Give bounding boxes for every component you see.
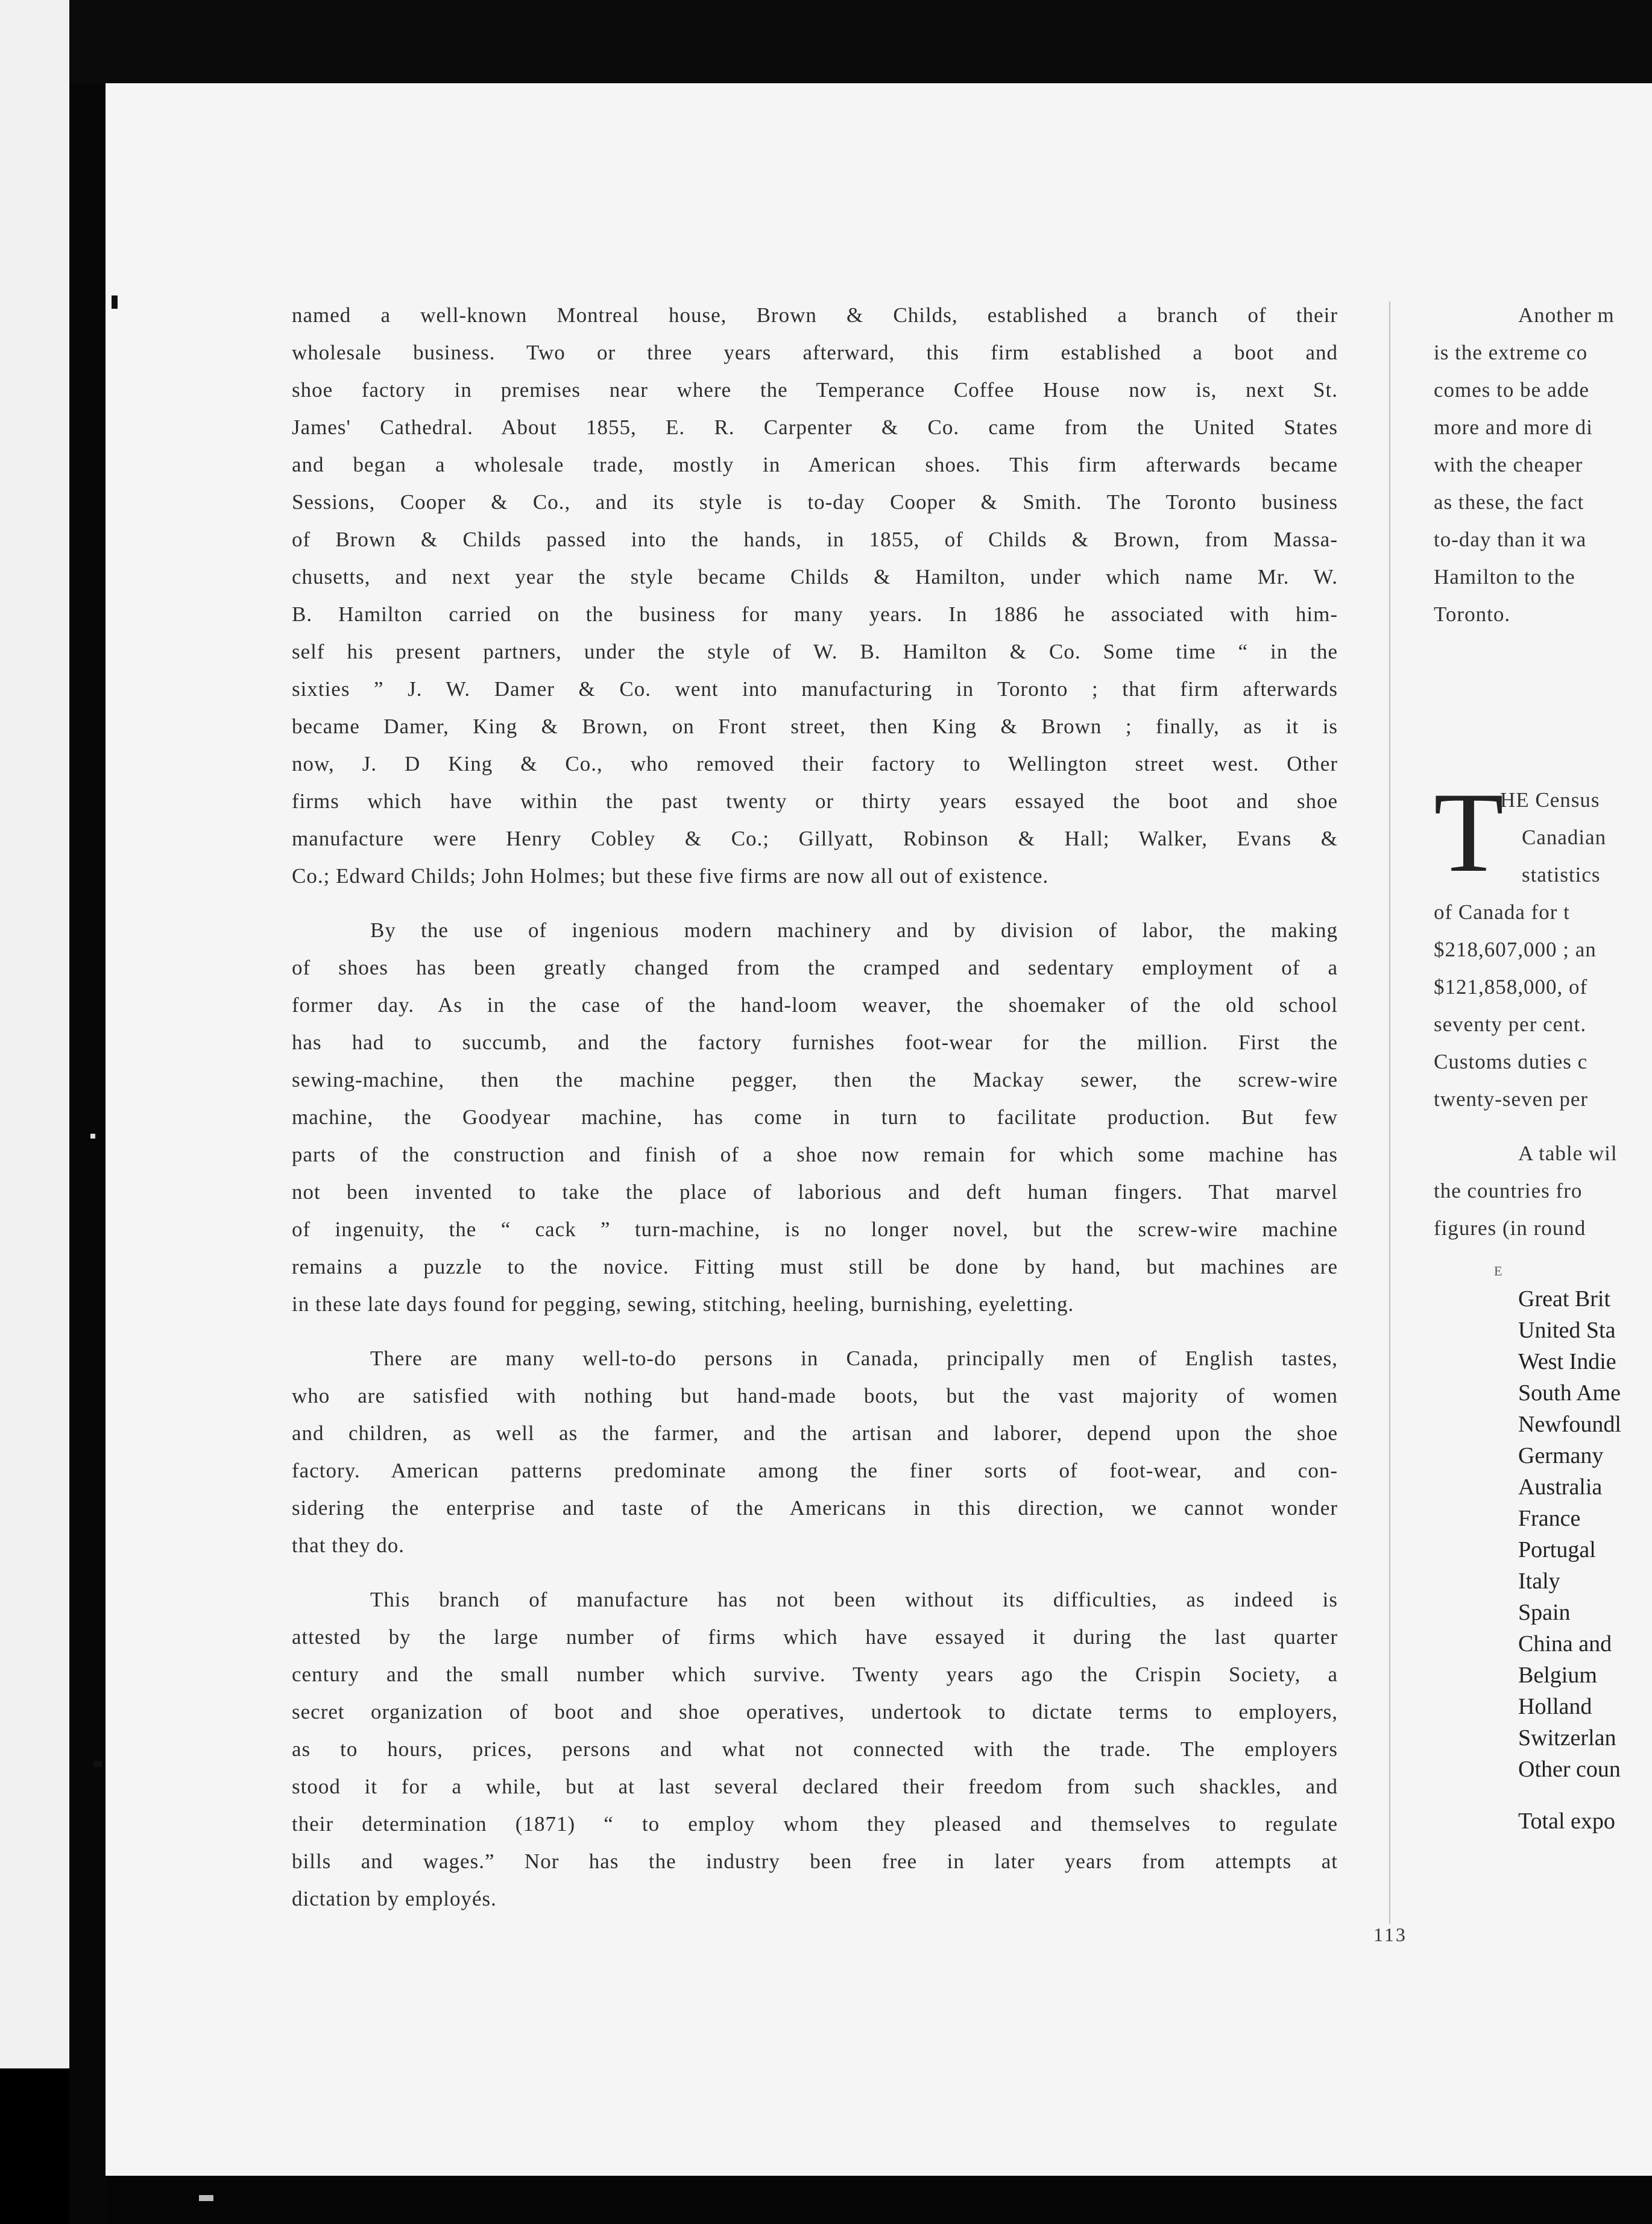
text-line: bills and wages.” Nor has the industry been free in later years from attempts at <box>292 1850 1338 1873</box>
text-line: sewing-machine, then the machine pegger, then the Mackay sewer, the screw-wire <box>292 1068 1338 1091</box>
table-heading: E <box>1494 1263 1502 1278</box>
text-line: that they do. <box>292 1534 405 1557</box>
text-line: to-day than it wa <box>1434 528 1587 551</box>
drop-cap-letter: T <box>1434 769 1504 896</box>
table-row: China and <box>1518 1631 1612 1657</box>
text-line: A table wil <box>1518 1142 1618 1165</box>
right-paragraph-3 <box>1434 1135 1652 1247</box>
text-line: factory. American patterns predominate among the finer sorts of foot-wear, and con- <box>292 1459 1338 1482</box>
text-line: chusetts, and next year the style became Childs & Hamilton, under which name Mr. W. <box>292 565 1338 589</box>
section-break <box>1434 633 1652 783</box>
text-line: Sessions, Cooper & Co., and its style is to-day Cooper & Smith. The Toronto business <box>292 490 1338 514</box>
table-row: West Indie <box>1518 1349 1616 1374</box>
exports-table <box>1434 1283 1652 1785</box>
scan-bottom-border <box>106 2176 1652 2224</box>
text-line: seventy per cent. <box>1434 1012 1587 1036</box>
text-line: century and the small number which survive. Twenty years ago the Crispin Society, a <box>292 1663 1338 1686</box>
text-line: the countries fro <box>1434 1179 1583 1202</box>
text-line: shoe factory in premises near where the Temperance Coffee House now is, next St. <box>292 378 1338 402</box>
census-paragraph <box>1434 894 1652 1118</box>
table-row: South Ame <box>1518 1380 1621 1406</box>
census-line: statistics <box>1522 863 1601 886</box>
page-number: 113 <box>1373 1924 1407 1945</box>
table-row: Italy <box>1518 1568 1560 1594</box>
text-line: comes to be adde <box>1434 378 1589 402</box>
census-section-opening <box>1434 769 1652 896</box>
table-row: France <box>1518 1506 1581 1531</box>
text-line: as these, the fact <box>1434 490 1584 514</box>
text-line: sidering the enterprise and taste of the Americans in this direction, we cannot wonder <box>292 1496 1338 1520</box>
scan-speck <box>93 1761 102 1767</box>
text-line: of ingenuity, the “ cack ” turn-machine, is no longer novel, but the screw-wire machine <box>292 1218 1338 1241</box>
text-line: attested by the large number of firms which have essayed it during the last quarter <box>292 1625 1338 1649</box>
text-line: By the use of ingenious modern machinery and by division of labor, the making <box>370 918 1338 942</box>
table-row: Australia <box>1518 1474 1603 1500</box>
text-line: dictation by employés. <box>292 1887 497 1910</box>
text-line: James' Cathedral. About 1855, E. R. Carpenter & Co. came from the United States <box>292 415 1338 439</box>
text-line: former day. As in the case of the hand-loom weaver, the shoemaker of the old school <box>292 993 1338 1017</box>
text-line: in these late days found for pegging, sewing, stitching, heeling, burnishing, eyeletting. <box>292 1292 1074 1316</box>
table-row: Newfoundl <box>1518 1412 1621 1437</box>
scan-speck <box>112 295 118 309</box>
paragraph-gap <box>1434 1118 1652 1135</box>
text-line: Toronto. <box>1434 602 1511 626</box>
table-row: Portugal <box>1518 1537 1596 1562</box>
table-row: Other coun <box>1518 1757 1621 1782</box>
text-line: self his present partners, under the style of W. B. Hamilton & Co. Some time “ in the <box>292 640 1338 663</box>
text-line: $218,607,000 ; an <box>1434 938 1597 961</box>
table-row: Holland <box>1518 1694 1592 1719</box>
text-line: is the extreme co <box>1434 341 1588 364</box>
scan-speck <box>90 1134 95 1139</box>
column-divider <box>1389 302 1390 1924</box>
text-line: $121,858,000, of <box>1434 975 1588 999</box>
text-line: parts of the construction and finish of a shoe now remain for which some machine has <box>292 1143 1338 1166</box>
text-line: not been invented to take the place of laborious and deft human fingers. That marvel <box>292 1180 1338 1204</box>
table-row: Switzerlan <box>1518 1725 1616 1751</box>
previous-page-edge <box>0 0 69 2068</box>
main-text-column <box>292 297 1338 1918</box>
text-line: named a well-known Montreal house, Brown & Childs, established a branch of their <box>292 303 1338 327</box>
table-total-row: Total expo <box>1518 1809 1615 1834</box>
text-line: Hamilton to the <box>1434 565 1575 589</box>
right-paragraph-1 <box>1434 297 1652 633</box>
text-line: remains a puzzle to the novice. Fitting must still be done by hand, but machines are <box>292 1255 1338 1278</box>
table-row: Germany <box>1518 1443 1604 1468</box>
text-line: of Brown & Childs passed into the hands, in 1855, of Childs & Brown, from Massa- <box>292 528 1338 551</box>
table-row: Belgium <box>1518 1663 1597 1688</box>
text-line: twenty-seven per <box>1434 1087 1589 1111</box>
right-text-column-cropped <box>1434 297 1652 1837</box>
text-line: who are satisfied with nothing but hand-made boots, but the vast majority of women <box>292 1384 1338 1407</box>
text-line: now, J. D King & Co., who removed their factory to Wellington street west. Other <box>292 752 1338 776</box>
text-line: B. Hamilton carried on the business for many years. In 1886 he associated with him- <box>292 602 1338 626</box>
text-line: their determination (1871) “ to employ whom they pleased and themselves to regulate <box>292 1812 1338 1836</box>
text-line: of shoes has been greatly changed from the cramped and sedentary employment of a <box>292 956 1338 979</box>
table-row: United Sta <box>1518 1318 1616 1343</box>
text-line: has had to succumb, and the factory furnishes foot-wear for the million. First the <box>292 1031 1338 1054</box>
text-line: of Canada for t <box>1434 900 1570 924</box>
text-line: Customs duties c <box>1434 1050 1588 1073</box>
text-line: manufacture were Henry Cobley & Co.; Gillyatt, Robinson & Hall; Walker, Evans & <box>292 827 1338 850</box>
text-line: secret organization of boot and shoe operatives, undertook to dictate terms to employers, <box>292 1700 1338 1723</box>
text-line: firms which have within the past twenty or thirty years essayed the boot and shoe <box>292 789 1338 813</box>
text-line: Co.; Edward Childs; John Holmes; but these five firms are now all out of existence. <box>292 864 1049 888</box>
text-line: wholesale business. Two or three years afterward, this firm established a boot and <box>292 341 1338 364</box>
text-line: became Damer, King & Brown, on Front street, then King & Brown ; finally, as it is <box>292 715 1338 738</box>
table-row: Spain <box>1518 1600 1571 1625</box>
table-gap <box>1434 1247 1652 1259</box>
text-line: and children, as well as the farmer, and the artisan and laborer, depend upon the shoe <box>292 1421 1338 1445</box>
text-line: more and more di <box>1434 415 1593 439</box>
text-line: as to hours, prices, persons and what not connected with the trade. The employers <box>292 1737 1338 1761</box>
text-line: sixties ” J. W. Damer & Co. went into manufacturing in Toronto ; that firm afterwards <box>292 677 1338 701</box>
text-line: stood it for a while, but at last several declared their freedom from such shackles, and <box>292 1775 1338 1798</box>
census-line: Canadian <box>1522 826 1607 849</box>
text-line: This branch of manufacture has not been without its difficulties, as indeed is <box>370 1588 1338 1611</box>
book-gutter <box>69 83 106 2224</box>
text-line: There are many well-to-do persons in Canada, principally men of English tastes, <box>370 1347 1338 1370</box>
text-line: machine, the Goodyear machine, has come in turn to facilitate production. But few <box>292 1105 1338 1129</box>
scan-speck <box>199 2195 213 2201</box>
table-total-gap <box>1434 1785 1652 1805</box>
text-line: and began a wholesale trade, mostly in American shoes. This firm afterwards became <box>292 453 1338 476</box>
table-row: Great Brit <box>1518 1286 1611 1312</box>
census-line: HE Census <box>1500 788 1600 812</box>
text-line: figures (in round <box>1434 1216 1586 1240</box>
text-line: Another m <box>1518 303 1615 327</box>
text-line: with the cheaper <box>1434 453 1583 476</box>
scan-top-border <box>0 0 1652 83</box>
